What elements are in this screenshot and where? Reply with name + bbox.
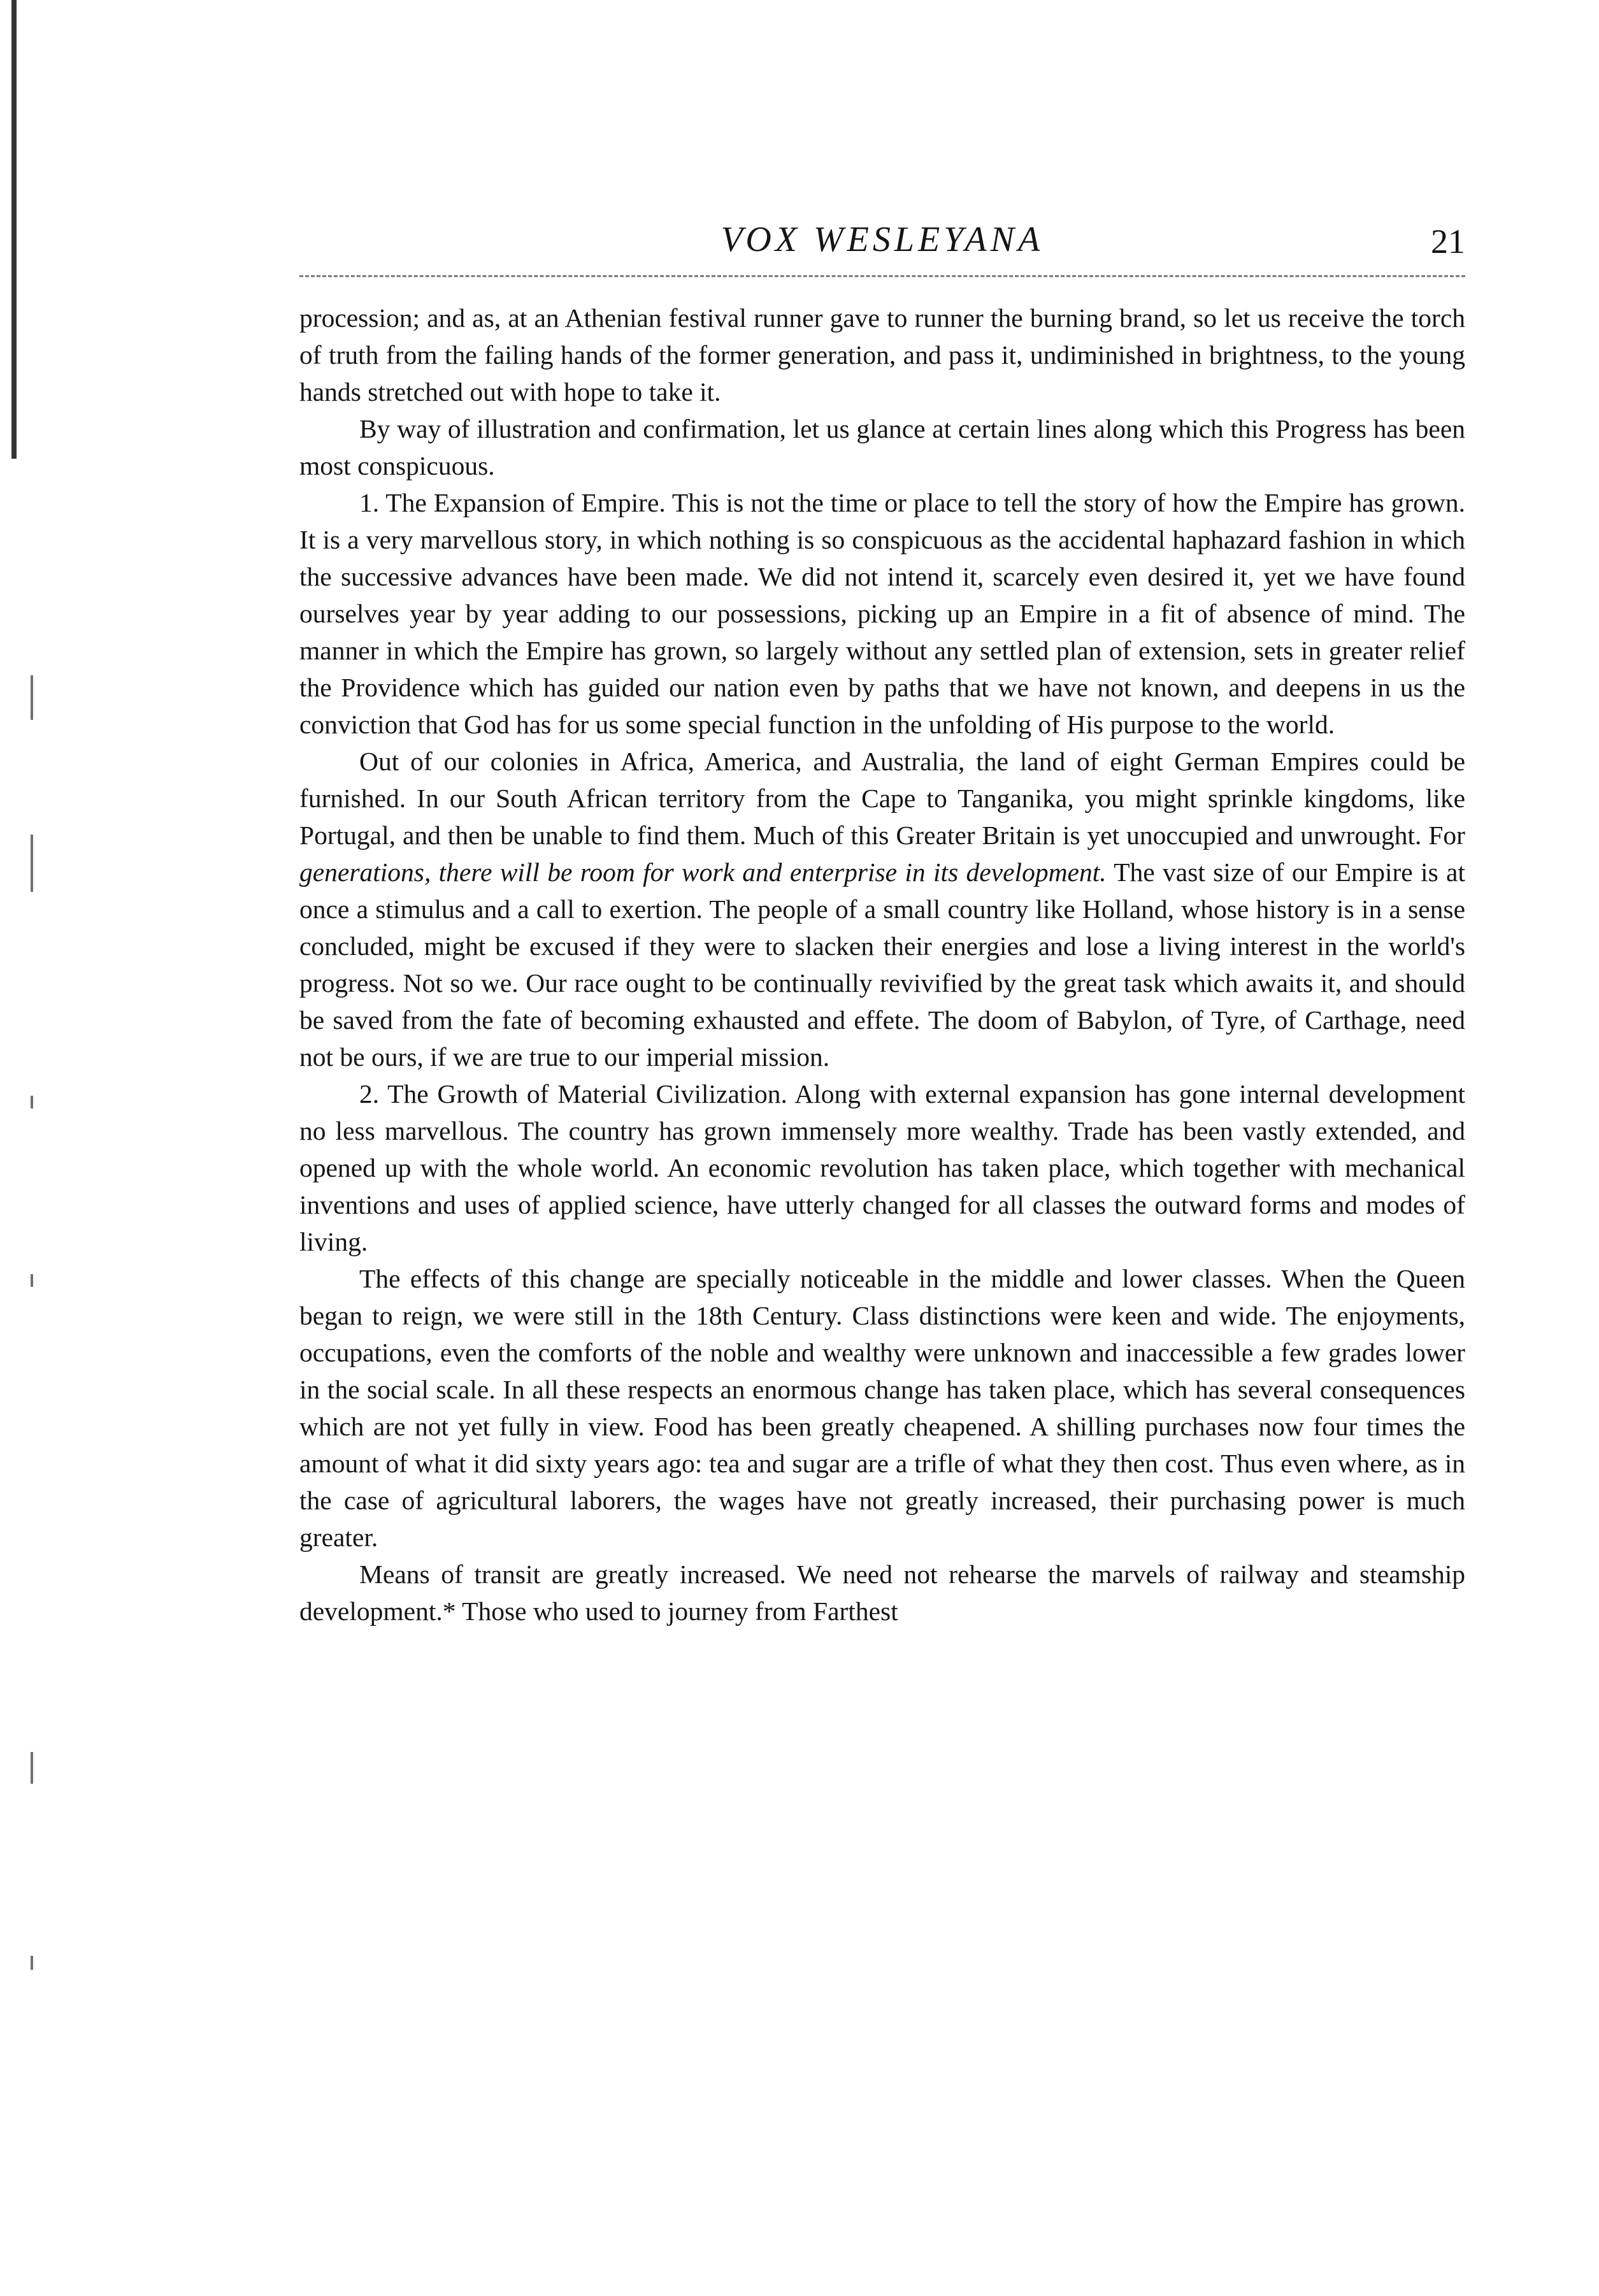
paragraph-illustration: By way of illustration and confirmation, let us glance at certain lines along which this Progress has been most conspicuous. xyxy=(299,414,1465,480)
paragraph-expansion-of-empire: 1. The Expansion of Empire. This is not the time or place to tell the story of how the Empire has grown. It is a very marvellous story, in which nothing is so conspicuous as the accidental haphazard fashion in which the successive advances have been made. We did not intend it, scarcely even desired it, yet we have found ourselves year by year adding to our possessions, picking up an Empire in a fit of absence of mind. The manner in which the Empire has grown, so largely without any settled plan of extension, sets in greater relief the Providence which has guided our nation even by paths that we have not known, and deepens in us the conviction that God has for us some special function in the unfolding of His purpose to the world. xyxy=(299,488,1465,739)
paragraph-colonies xyxy=(299,743,1465,1075)
paragraph-effects-of-change: The effects of this change are specially noticeable in the middle and lower classes. When the Queen began to reign, we were still in the 18th Century. Class distinctions were keen and wide. The enjoyments, occupations, even the comforts of the noble and wealthy were unknown and inaccessible a few grades lower in the social scale. In all these respects an enormous change has taken place, which has several consequences which are not yet fully in view. Food has been greatly cheapened. A shilling purchases now four times the amount of what it did sixty years ago: tea and sugar are a trifle of what they then cost. Thus even where, as in the case of agricultural laborers, the wages have not greatly increased, their purchasing power is much greater. xyxy=(299,1264,1465,1552)
margin-mark xyxy=(31,835,33,892)
paragraph-colonies-text-after: The vast size of our Empire is at once a stimulus and a call to exertion. The people of a small country like Holland, whose history is in a sense concluded, might be excused if they were to slacken their energies and lose a living interest in the world's progress. Not so we. Our race ought to be continually revivified by the great task which awaits it, and should be saved from the fate of becoming exhausted and effete. The doom of Babylon, of Tyre, of Carthage, need not be ours, if we are true to our imperial mission. xyxy=(299,857,1465,1072)
scan-binding-edge xyxy=(11,0,17,459)
paragraph-material-civilization: 2. The Growth of Material Civilization. Along with external expansion has gone internal development no less marvellous. The country has grown immensely more wealthy. Trade has been vastly extended, and opened up with the whole world. An economic revolution has taken place, which together with mechanical inventions and uses of applied science, have utterly changed for all classes the outward forms and modes of living. xyxy=(299,1079,1465,1256)
margin-mark xyxy=(31,1956,33,1970)
paragraph-colonies-emphasis: generations, there will be room for work and enterprise in its development. xyxy=(299,857,1107,887)
page-header xyxy=(299,210,1465,280)
margin-mark xyxy=(31,675,33,720)
page-number: 21 xyxy=(1431,222,1465,261)
margin-mark xyxy=(31,1096,33,1109)
paragraph-colonies-text: Out of our colonies in Africa, America, and Australia, the land of eight German Empires could be furnished. In our South African territory from the Cape to Tanganika, you might sprinkle kingdoms, like Portugal, and then be unable to find them. Much of this Greater Britain is yet unoccupied and unwrought. For xyxy=(299,747,1465,850)
paragraph-means-of-transit: Means of transit are greatly increased. We need not rehearse the marvels of railway and steamship development.* Those who used to journey from Farthest xyxy=(299,1560,1465,1626)
header-rule xyxy=(299,275,1465,277)
article-body xyxy=(299,299,1465,1630)
margin-mark xyxy=(31,1752,33,1784)
paragraph-procession: procession; and as, at an Athenian festival runner gave to runner the burning brand, so let us receive the torch of truth from the failing hands of the former generation, and pass it, undiminished in brightness, to the young hands stretched out with hope to take it. xyxy=(299,303,1465,406)
margin-mark xyxy=(31,1274,33,1287)
running-title: VOX WESLEYANA xyxy=(721,220,1044,259)
